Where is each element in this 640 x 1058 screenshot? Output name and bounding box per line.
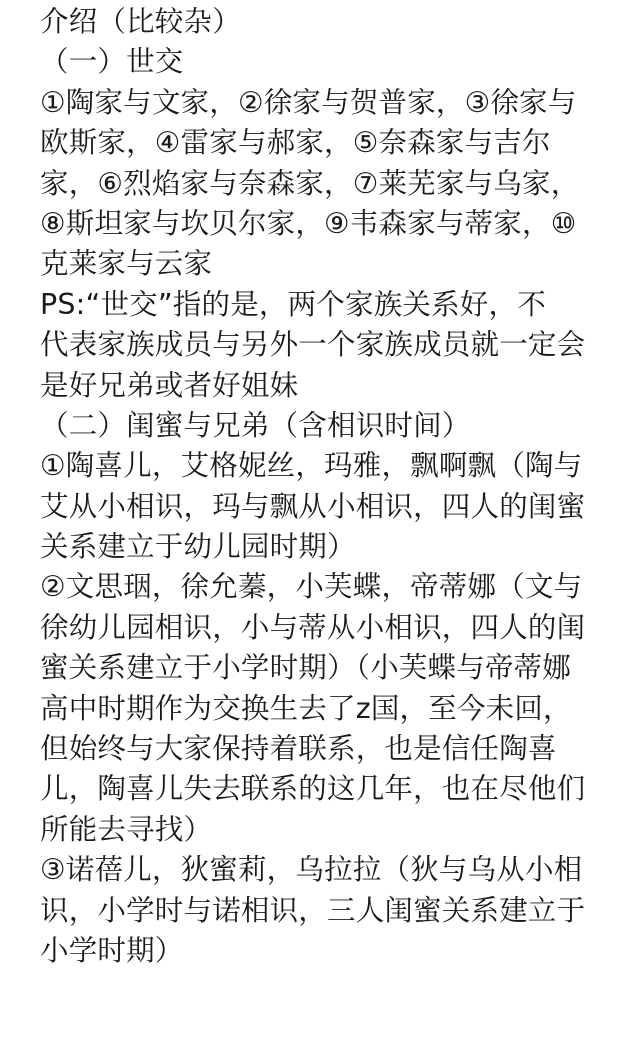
text-line: 欧斯家，④雷家与郝家，⑤奈森家与吉尔	[40, 126, 551, 160]
text-line: 儿，陶喜儿失去联系的这几年，也在尽他们	[40, 772, 586, 806]
section-heading: 介绍（比较杂）	[40, 5, 241, 38]
text-line: 蜜关系建立于小学时期）（小芙蝶与帝蒂娜	[40, 651, 572, 685]
text-line: ③诺蓓儿，狄蜜莉，乌拉拉（狄与乌从小相	[40, 853, 583, 887]
subsection-heading: （一）世交	[40, 45, 184, 79]
text-line: 所能去寻找）	[40, 812, 213, 846]
text-line: ②文思珚，徐允蓁，小芙蝶，帝蒂娜（文与	[40, 570, 583, 604]
subsection-heading: （二）闺蜜与兄弟（含相识时间）	[40, 408, 471, 442]
text-line: PS:“世交”指的是，两个家族关系好，不	[40, 287, 546, 321]
text-line: 代表家族成员与另外一个家族成员就一定会	[40, 328, 586, 362]
text-line: 艾从小相识，玛与飘从小相识，四人的闺蜜	[40, 489, 586, 523]
text-line: 徐幼儿园相识，小与蒂从小相识，四人的闺	[40, 610, 586, 644]
text-line: 是好兄弟或者好姐妹	[40, 368, 299, 402]
text-line: 识，小学时与诺相识，三人闺蜜关系建立于	[40, 893, 586, 927]
text-line: 克莱家与云家	[40, 247, 213, 281]
text-line: ①陶喜儿，艾格妮丝，玛雅，飘啊飘（陶与	[40, 449, 583, 483]
text-line: 但始终与大家保持着联系，也是信任陶喜	[40, 732, 557, 766]
text-line: 高中时期作为交换生去了z国，至今未回，	[40, 691, 572, 725]
text-line: ①陶家与文家，②徐家与贺普家，③徐家与	[40, 85, 577, 119]
text-line: 关系建立于幼儿园时期）	[40, 530, 356, 564]
text-line: ⑧斯坦家与坎贝尔家，⑨韦森家与蒂家，⑩	[40, 206, 577, 240]
text-line: 小学时期）	[40, 933, 184, 967]
text-line: 家，⑥烈焰家与奈森家，⑦莱芜家与乌家，	[40, 166, 580, 200]
